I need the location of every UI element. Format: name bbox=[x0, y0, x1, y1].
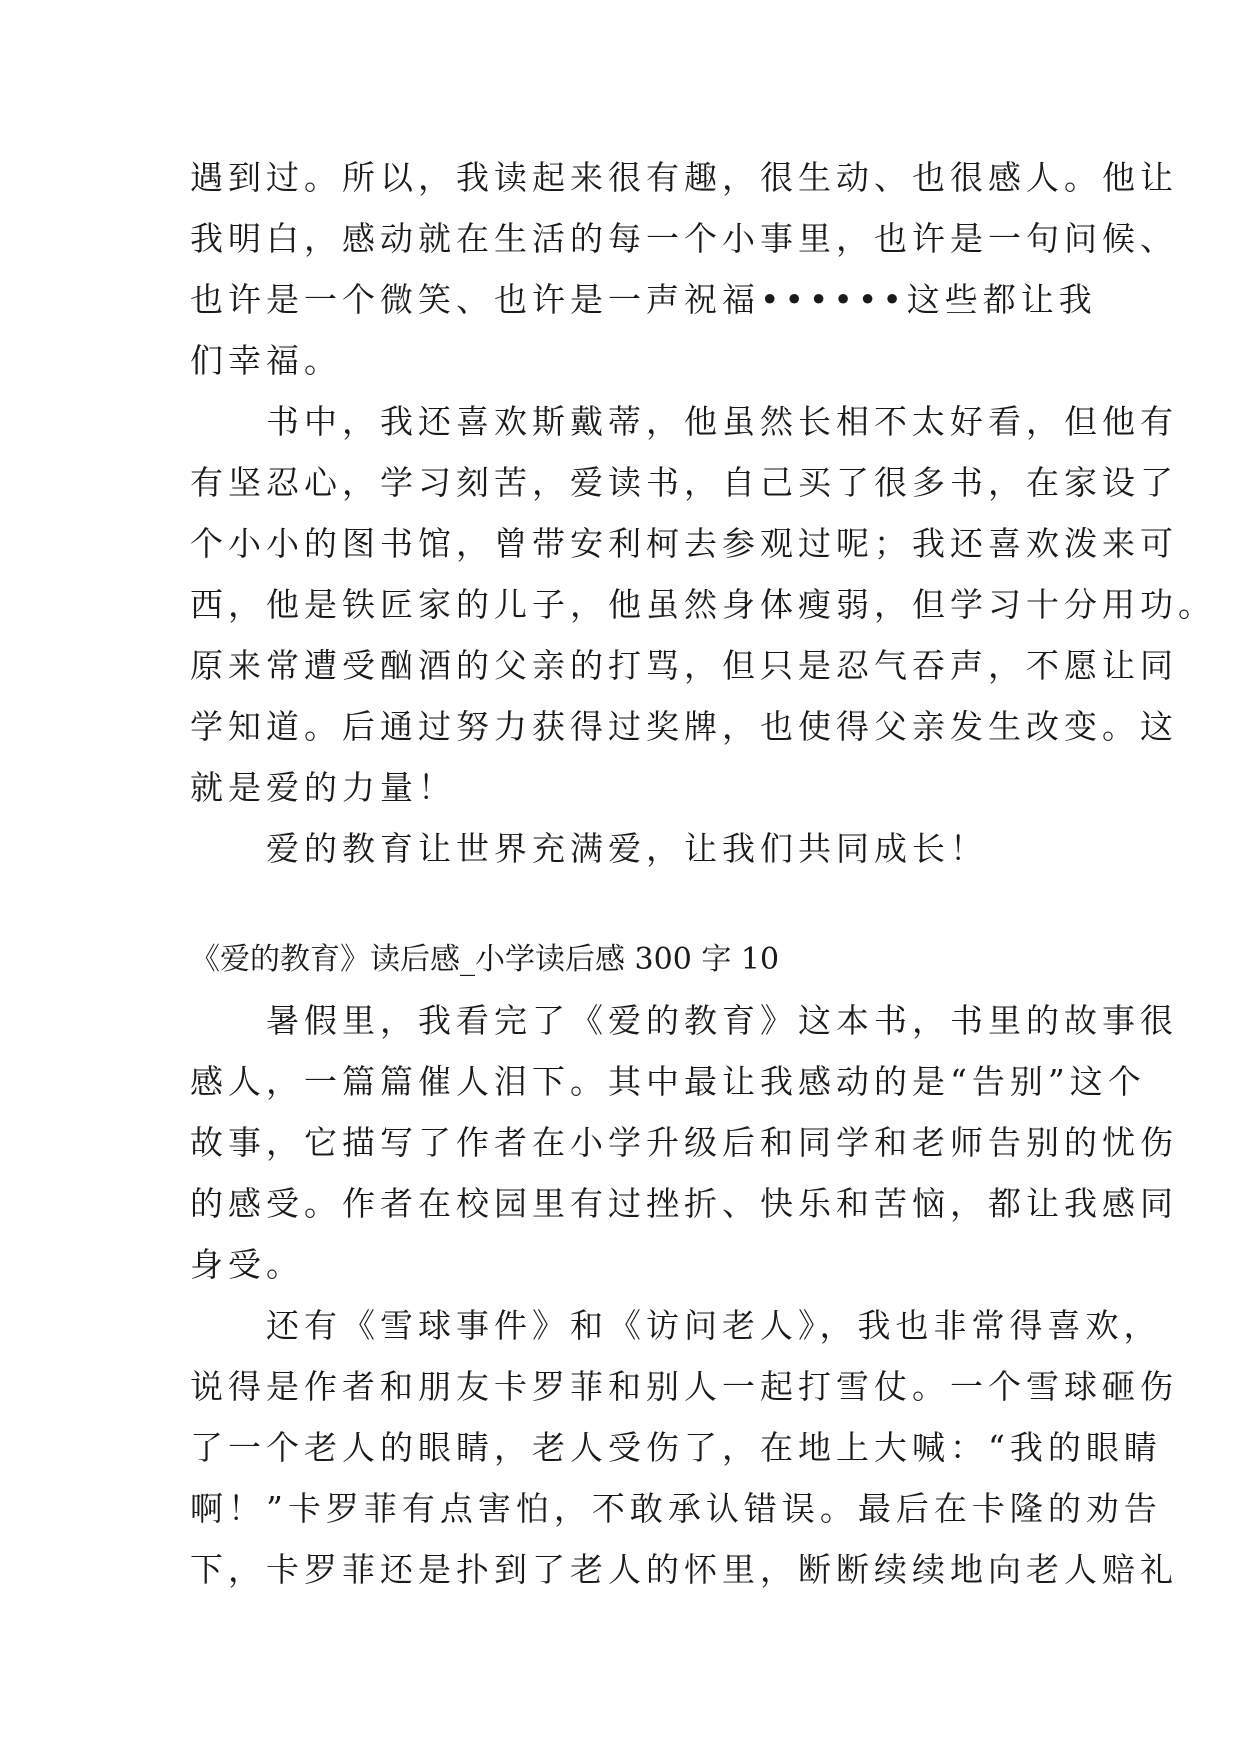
section-title: 《爱的教育》读后感_小学读后感 300 字 10 bbox=[190, 942, 780, 977]
paragraph-line: 学知道。后通过努力获得过奖牌，也使得父亲发生改变。这 bbox=[190, 707, 1178, 746]
paragraph-line: 书中，我还喜欢斯戴蒂，他虽然长相不太好看，但他有 bbox=[190, 402, 1178, 441]
paragraph-line: 爱的教育让世界充满爱，让我们共同成长！ bbox=[190, 829, 988, 868]
paragraph-line: 了一个老人的眼睛，老人受伤了，在地上大喊：“我的眼睛 bbox=[190, 1428, 1162, 1467]
paragraph-line: 感人，一篇篇催人泪下。其中最让我感动的是“告别”这个 bbox=[190, 1062, 1146, 1101]
paragraph-line: 就是爱的力量！ bbox=[190, 768, 456, 807]
paragraph-line: 我明白，感动就在生活的每一个小事里，也许是一句问候、 bbox=[190, 219, 1178, 258]
paragraph-line: 西，他是铁匠家的儿子，他虽然身体瘦弱，但学习十分用功。 bbox=[190, 585, 1216, 624]
paragraph-line: 暑假里，我看完了《爱的教育》这本书，书里的故事很 bbox=[190, 1001, 1178, 1040]
paragraph-line: 也许是一个微笑、也许是一声祝福••••••这些都让我 bbox=[190, 280, 1097, 319]
paragraph-line: 的感受。作者在校园里有过挫折、快乐和苦恼，都让我感同 bbox=[190, 1184, 1178, 1223]
paragraph-line: 下，卡罗菲还是扑到了老人的怀里，断断续续地向老人赔礼 bbox=[190, 1550, 1178, 1589]
paragraph-line: 还有《雪球事件》和《访问老人》，我也非常得喜欢， bbox=[190, 1306, 1162, 1345]
paragraph-line: 说得是作者和朋友卡罗菲和别人一起打雪仗。一个雪球砸伤 bbox=[190, 1367, 1178, 1406]
paragraph-line: 个小小的图书馆，曾带安利柯去参观过呢；我还喜欢泼来可 bbox=[190, 524, 1178, 563]
paragraph-line: 遇到过。所以，我读起来很有趣，很生动、也很感人。他让 bbox=[190, 158, 1178, 197]
paragraph-line: 身受。 bbox=[190, 1245, 304, 1284]
paragraph-line: 们幸福。 bbox=[190, 341, 342, 380]
paragraph-line: 有坚忍心，学习刻苦，爱读书，自己买了很多书，在家设了 bbox=[190, 463, 1178, 502]
paragraph-line: 啊！”卡罗菲有点害怕，不敢承认错误。最后在卡隆的劝告 bbox=[190, 1489, 1162, 1528]
paragraph-line: 故事，它描写了作者在小学升级后和同学和老师告别的忧伤 bbox=[190, 1123, 1178, 1162]
paragraph-line: 原来常遭受酗酒的父亲的打骂，但只是忍气吞声，不愿让同 bbox=[190, 646, 1178, 685]
